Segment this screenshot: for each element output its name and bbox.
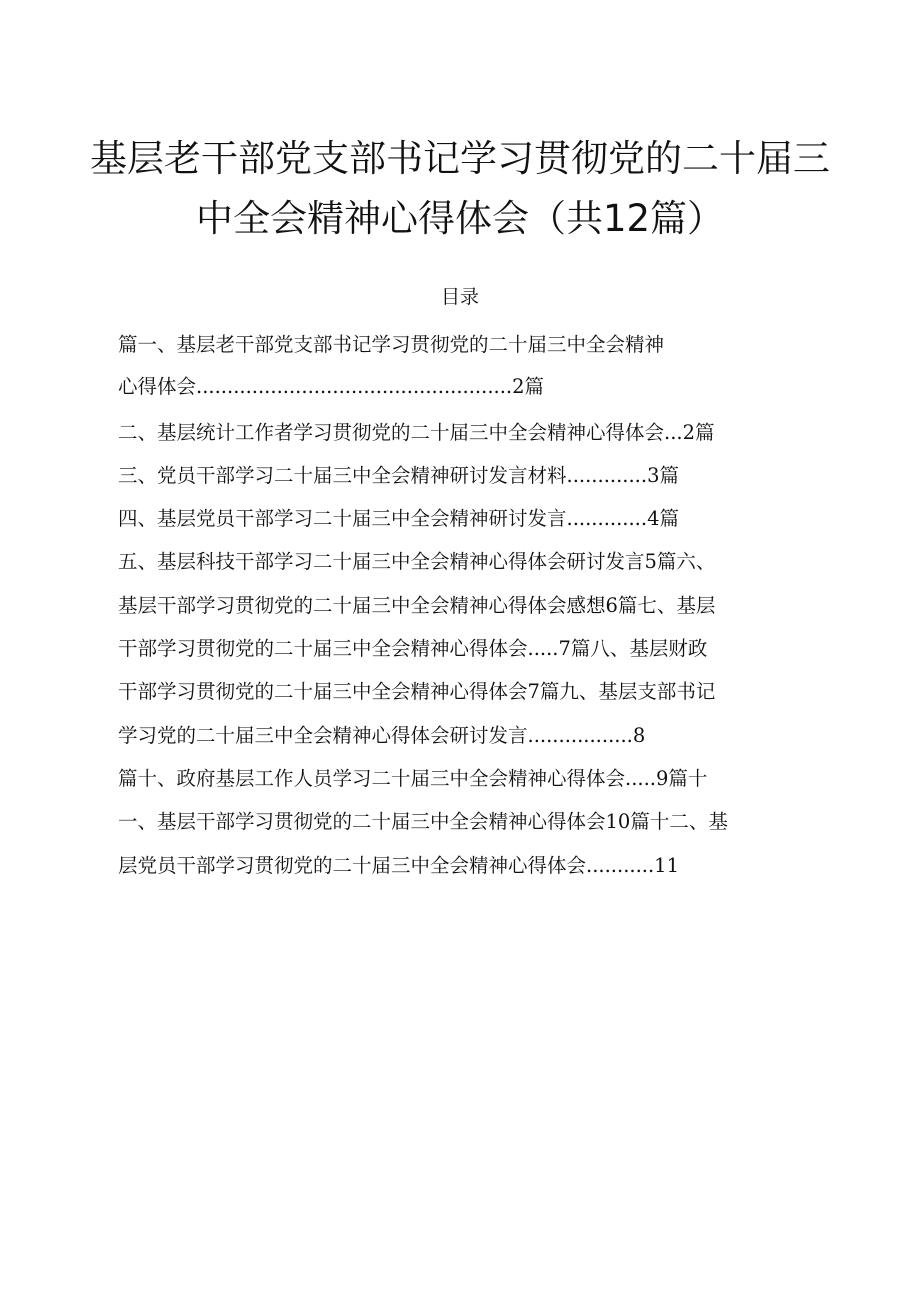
toc-line-13: 层党员干部学习贯彻党的二十届三中全会精神心得体会...........11	[118, 854, 679, 877]
toc-line-4: 三、党员干部学习二十届三中全会精神研讨发言材料.............3篇	[118, 464, 679, 487]
toc-line-3: 二、基层统计工作者学习贯彻党的二十届三中全会精神心得体会...2篇	[118, 421, 715, 444]
document-title-line-1: 基层老干部党支部书记学习贯彻党的二十届三	[90, 137, 830, 180]
toc-line-6: 五、基层科技干部学习二十届三中全会精神心得体会研讨发言5篇六、	[118, 550, 716, 573]
toc-line-2: 心得体会...................................................2篇	[118, 375, 545, 398]
toc-line-12: 一、基层干部学习贯彻党的二十届三中全会精神心得体会10篇十二、基	[118, 810, 728, 833]
toc-line-8: 干部学习贯彻党的二十届三中全会精神心得体会.....7篇八、基层财政	[118, 637, 708, 660]
toc-line-10: 学习党的二十届三中全会精神心得体会研讨发言.................8	[118, 724, 646, 747]
toc-line-11: 篇十、政府基层工作人员学习二十届三中全会精神心得体会.....9篇十	[118, 767, 708, 790]
document-title-line-2: 中全会精神心得体会（共12篇）	[195, 197, 725, 240]
toc-heading: 目录	[440, 286, 479, 308]
toc-line-7: 基层干部学习贯彻党的二十届三中全会精神心得体会感想6篇七、基层	[118, 594, 716, 617]
toc-line-5: 四、基层党员干部学习二十届三中全会精神研讨发言.............4篇	[118, 507, 679, 530]
toc-line-1: 篇一、基层老干部党支部书记学习贯彻党的二十届三中全会精神	[118, 333, 665, 356]
toc-line-9: 干部学习贯彻党的二十届三中全会精神心得体会7篇九、基层支部书记	[118, 680, 716, 703]
